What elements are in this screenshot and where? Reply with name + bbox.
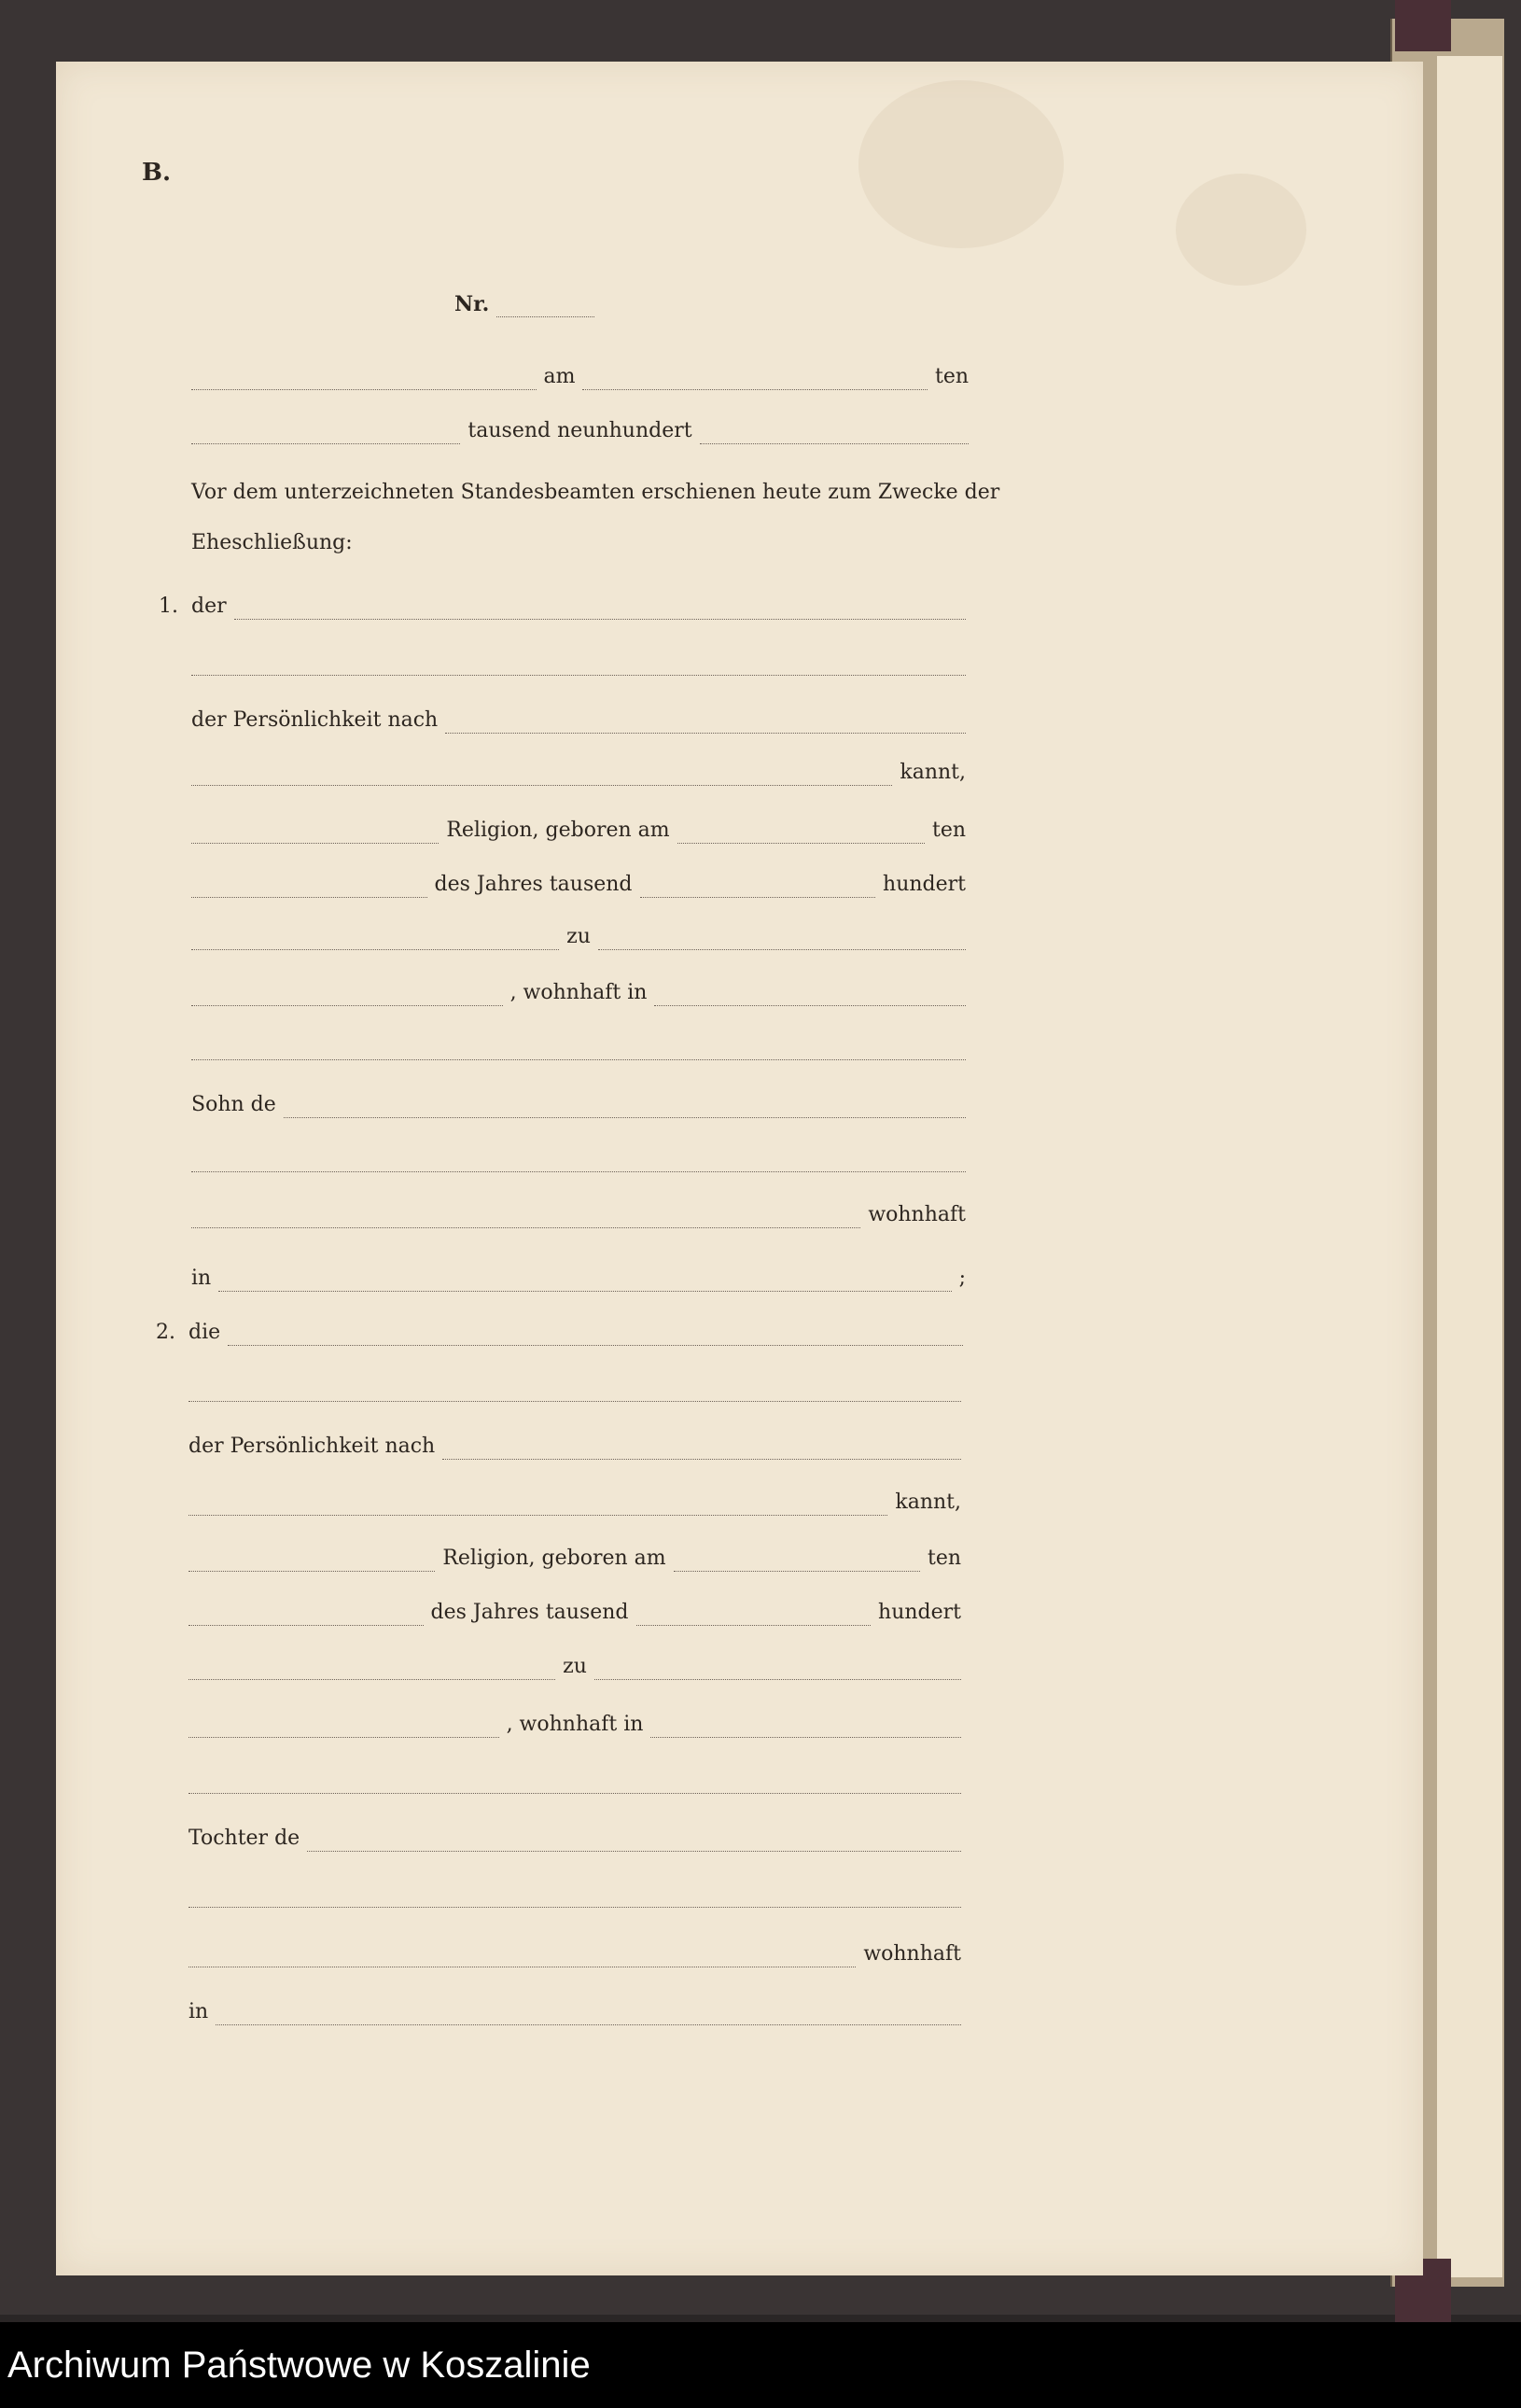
person2-row-kannt [188, 1488, 961, 1516]
kannt-label: kannt, [895, 1491, 961, 1514]
person1-row-sohn [191, 1090, 966, 1118]
year-field[interactable] [700, 427, 969, 444]
person2-row-die [142, 1318, 963, 1346]
intro-text-line1: Vor dem unterzeichneten Standesbeamten erschienen heute zum Zwecke der [191, 481, 1000, 504]
ten-label: ten [934, 365, 970, 388]
religion-geboren-label: Religion, geboren am [446, 819, 670, 842]
sohn-de-label: Sohn de [191, 1093, 276, 1116]
hundert-label: hundert [883, 873, 966, 896]
persoenlichkeit-label: der Persönlichkeit nach [188, 1435, 436, 1458]
person1-birthplace-field2[interactable] [191, 988, 503, 1006]
person1-identification-field[interactable] [445, 716, 966, 734]
person1-row-persoenlichkeit [191, 706, 966, 734]
person2-row-name2 [188, 1374, 961, 1402]
person1-religion-field[interactable] [191, 826, 439, 844]
person2-parents-field[interactable] [307, 1834, 961, 1852]
person2-row-tochter [188, 1824, 961, 1852]
religion-geboren-label: Religion, geboren am [442, 1547, 666, 1570]
person1-residence-field[interactable] [654, 988, 966, 1006]
intro-text-line2: Eheschließung: [191, 531, 353, 554]
person1-occupation-field[interactable] [191, 658, 966, 676]
person2-row-wohnhaft [188, 1710, 961, 1738]
month-field[interactable] [191, 427, 460, 444]
der-label: der [191, 595, 227, 618]
person2-birth-month-field[interactable] [188, 1608, 424, 1626]
in-label: in [191, 1267, 212, 1290]
person2-parents-field2[interactable] [188, 1890, 961, 1908]
hundert-label: hundert [878, 1601, 961, 1624]
archive-caption-bar [0, 2322, 1521, 2408]
person2-parents-residence-field[interactable] [216, 2008, 961, 2025]
person1-parents-residence-field[interactable] [218, 1274, 951, 1292]
person1-birthplace-field[interactable] [598, 932, 966, 950]
item1-number: 1. [159, 595, 178, 618]
wohnhaft-label: wohnhaft [863, 1942, 961, 1966]
person2-row-zu [188, 1652, 961, 1680]
person2-birth-year-field2[interactable] [188, 1662, 555, 1680]
record-number-row [454, 289, 594, 317]
semicolon-label: ; [958, 1267, 966, 1290]
person2-birthplace-field2[interactable] [188, 1720, 499, 1738]
zu-label: zu [563, 1655, 587, 1678]
person2-birth-year-field[interactable] [636, 1608, 872, 1626]
kannt-label: kannt, [900, 761, 966, 784]
person2-occupation-field[interactable] [188, 1384, 961, 1402]
tausend-neunhundert-label: tausend neunhundert [467, 419, 692, 442]
date-row-1 [191, 362, 969, 390]
record-number-field[interactable] [496, 300, 594, 317]
person2-row-parents2 [188, 1880, 961, 1908]
person1-birth-day-field[interactable] [677, 826, 925, 844]
die-label: die [188, 1321, 221, 1344]
persoenlichkeit-label: der Persönlichkeit nach [191, 708, 439, 732]
des-jahres-tausend-label: des Jahres tausend [434, 873, 633, 896]
person2-row-jahres [188, 1598, 961, 1626]
marriage-record-form [56, 62, 1423, 2275]
person1-parents-field3[interactable] [191, 1211, 860, 1228]
binding-tab-top [1395, 0, 1451, 51]
place-field[interactable] [191, 372, 537, 390]
item2-number: 2. [156, 1321, 175, 1344]
person2-row-wohnhaft2 [188, 1939, 961, 1967]
section-letter-row [142, 158, 235, 186]
person2-residence-field[interactable] [650, 1720, 961, 1738]
person2-birthplace-field[interactable] [594, 1662, 961, 1680]
person1-row-residence2 [191, 1032, 966, 1060]
document-page [56, 62, 1423, 2275]
person1-name-field[interactable] [234, 602, 966, 620]
date-row-2 [191, 416, 969, 444]
person1-residence-field2[interactable] [191, 1043, 966, 1060]
person2-religion-field[interactable] [188, 1554, 435, 1572]
person2-row-religion [188, 1544, 961, 1572]
des-jahres-tausend-label: des Jahres tausend [430, 1601, 629, 1624]
person2-name-field[interactable] [228, 1328, 963, 1346]
person2-parents-field3[interactable] [188, 1950, 856, 1967]
person1-row-zu [191, 922, 966, 950]
person1-birth-year-field[interactable] [640, 880, 876, 898]
tochter-de-label: Tochter de [188, 1827, 300, 1850]
person1-row-kannt [191, 758, 966, 786]
person1-row-religion [191, 816, 966, 844]
person2-row-persoenlichkeit [188, 1432, 961, 1460]
person1-birth-month-field[interactable] [191, 880, 427, 898]
day-field[interactable] [582, 372, 928, 390]
ten-label: ten [927, 1547, 962, 1570]
intro-row-2 [191, 528, 969, 556]
person2-row-in [188, 1997, 961, 2025]
person2-identification-field[interactable] [442, 1442, 961, 1460]
section-letter: B. [142, 159, 172, 187]
next-page-surface [1437, 56, 1502, 2277]
person1-row-parents2 [191, 1144, 966, 1172]
archive-caption: Archiwum Państwowe w Koszalinie [7, 2344, 591, 2386]
person1-row-in [191, 1264, 966, 1292]
person2-birth-day-field[interactable] [674, 1554, 920, 1572]
person2-row-residence2 [188, 1766, 961, 1794]
person2-identification-field2[interactable] [188, 1498, 887, 1516]
person2-residence-field2[interactable] [188, 1776, 961, 1794]
wohnhaft-label: wohnhaft [868, 1203, 966, 1226]
wohnhaft-in-label: , wohnhaft in [509, 981, 648, 1004]
wohnhaft-in-label: , wohnhaft in [506, 1713, 644, 1736]
person1-parents-field2[interactable] [191, 1155, 966, 1172]
person1-identification-field2[interactable] [191, 768, 892, 786]
person1-row-wohnhaft2 [191, 1200, 966, 1228]
zu-label: zu [566, 925, 591, 948]
person1-row-wohnhaft [191, 978, 966, 1006]
in-label: in [188, 2000, 209, 2023]
person1-row-der [145, 592, 966, 620]
person1-row-name2 [191, 648, 966, 676]
record-number-label: Nr. [454, 292, 490, 316]
ten-label: ten [931, 819, 967, 842]
person1-parents-field[interactable] [284, 1100, 966, 1118]
person1-row-jahres [191, 870, 966, 898]
person1-birth-year-field2[interactable] [191, 932, 559, 950]
intro-row-1 [191, 478, 1000, 506]
am-label: am [543, 365, 576, 388]
